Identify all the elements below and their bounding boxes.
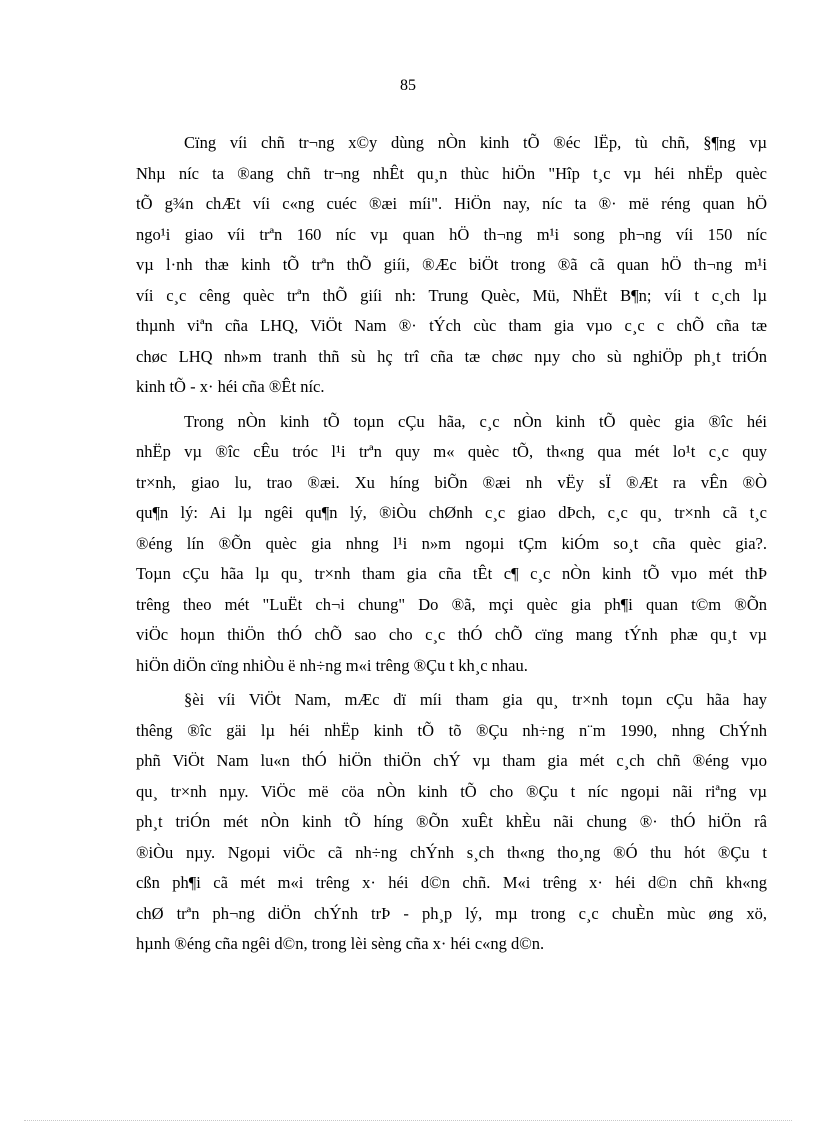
text-line: ph¸t triÓn mét nÒn kinh tÕ híng ®Õn xuÊt khÈu nãi chung ®· thÓ hiÖn râ [136,812,767,831]
text-line: hiÖn diÖn cïng nhiÒu ë nh÷ng m«i trêng ®Çu t kh¸c nhau. [136,655,528,675]
text-line: viÖc hoµn thiÖn thÓ chÕ sao cho c¸c thÓ chÕ cïng mang tÝnh phæ qu¸t vµ [136,625,767,644]
text-line: chøc LHQ nh»m tranh thñ sù hç trî cña tæ chøc nµy cho sù nghiÖp ph¸t triÓn [136,346,767,366]
text-line: thêng ®îc gäi lµ héi nhËp kinh tÕ tõ ®Çu nh÷ng n¨m 1990, nhng ChÝnh [136,720,767,740]
text-line: vµ l·nh thæ kinh tÕ trªn thÕ giíi, ®Æc biÖt trong ®ã cã quan hÖ th¬ng m¹i [136,255,767,274]
text-line: qu¶n lý: Ai lµ ngêi qu¶n lý, ®iÒu chØnh c¸c giao dÞch, c¸c qu¸ tr×nh cã t¸c [136,503,767,522]
text-line: trêng theo mét "LuËt ch¬i chung" Do ®ã, mçi quèc gia ph¶i quan t©m ®Õn [136,594,767,614]
text-line: tÕ g¾n chÆt víi c«ng cuéc ®æi míi". HiÖn nay, níc ta ®· më réng quan hÖ [136,194,767,213]
text-line: kinh tÕ - x· héi cña ®Êt níc. [136,377,325,396]
text-line: ®iÒu nµy. Ngoµi viÖc cã nh÷ng chÝnh s¸ch th«ng tho¸ng ®Ó thu hót ®Çu t [136,842,767,862]
text-line: víi c¸c cêng quèc trªn thÕ giíi nh: Trung Quèc, Mü, NhËt B¶n; víi t c¸ch lµ [136,285,767,305]
text-line: qu¸ tr×nh nµy. ViÖc më cöa nÒn kinh tÕ cho ®Çu t níc ngoµi nãi riªng vµ [136,781,767,801]
text-line: cßn ph¶i cã mét m«i trêng x· héi d©n chñ. M«i trêng x· héi d©n chñ kh«ng [136,873,767,892]
text-line: ngo¹i giao víi trªn 160 níc vµ quan hÖ th¬ng m¹i song ph¬ng víi 150 níc [136,224,767,244]
page-bottom-rule [24,1120,792,1121]
body-text [136,128,767,960]
paragraph-1 [136,128,767,403]
text-line: §èi víi ViÖt Nam, mÆc dï míi tham gia qu¸ tr×nh toµn cÇu hãa hay [184,690,767,709]
text-line: nhËp vµ ®îc cÊu tróc l¹i trªn quy m« quèc tÕ, th«ng qua mét lo¹t c¸c quy [136,442,767,461]
text-line: phñ ViÖt Nam lu«n thÓ hiÖn thiÖn chÝ vµ tham gia mét c¸ch chñ ®éng vµo [136,751,767,770]
text-line: Toµn cÇu hãa lµ qu¸ tr×nh tham gia cña tÊt c¶ c¸c nÒn kinh tÕ vµo mét thÞ [136,564,767,583]
text-line: Nhµ níc ta ®ang chñ tr¬ng nhÊt qu¸n thùc hiÖn "Hîp t¸c vµ héi nhËp quèc [136,163,767,183]
text-line: hµnh ®éng cña ngêi d©n, trong lèi sèng cña x· héi c«ng d©n. [136,934,545,953]
text-line: Trong nÒn kinh tÕ toµn cÇu hãa, c¸c nÒn kinh tÕ quèc gia ®îc héi [184,411,767,431]
paragraph-2 [136,407,767,682]
text-line: thµnh viªn cña LHQ, ViÖt Nam ®· tÝch cùc tham gia vµo c¸c c chÕ cña tæ [136,316,767,335]
text-line: tr×nh, giao lu, trao ®æi. Xu híng biÕn ®æi nh vËy sÏ ®Æt ra vÊn ®Ò [136,472,767,492]
text-line: chØ trªn ph¬ng diÖn chÝnh trÞ - ph¸p lý, mµ trong c¸c chuÈn mùc øng xö, [136,903,767,923]
text-line: Cïng víi chñ tr¬ng x©y dùng nÒn kinh tÕ ®éc lËp, tù chñ, §¶ng vµ [184,133,767,152]
text-line: ®éng lín ®Õn quèc gia nhng l¹i n»m ngoµi tÇm kiÓm so¸t cña quèc gia?. [136,533,767,553]
paragraph-3 [136,685,767,960]
page-number: 85 [400,77,416,94]
